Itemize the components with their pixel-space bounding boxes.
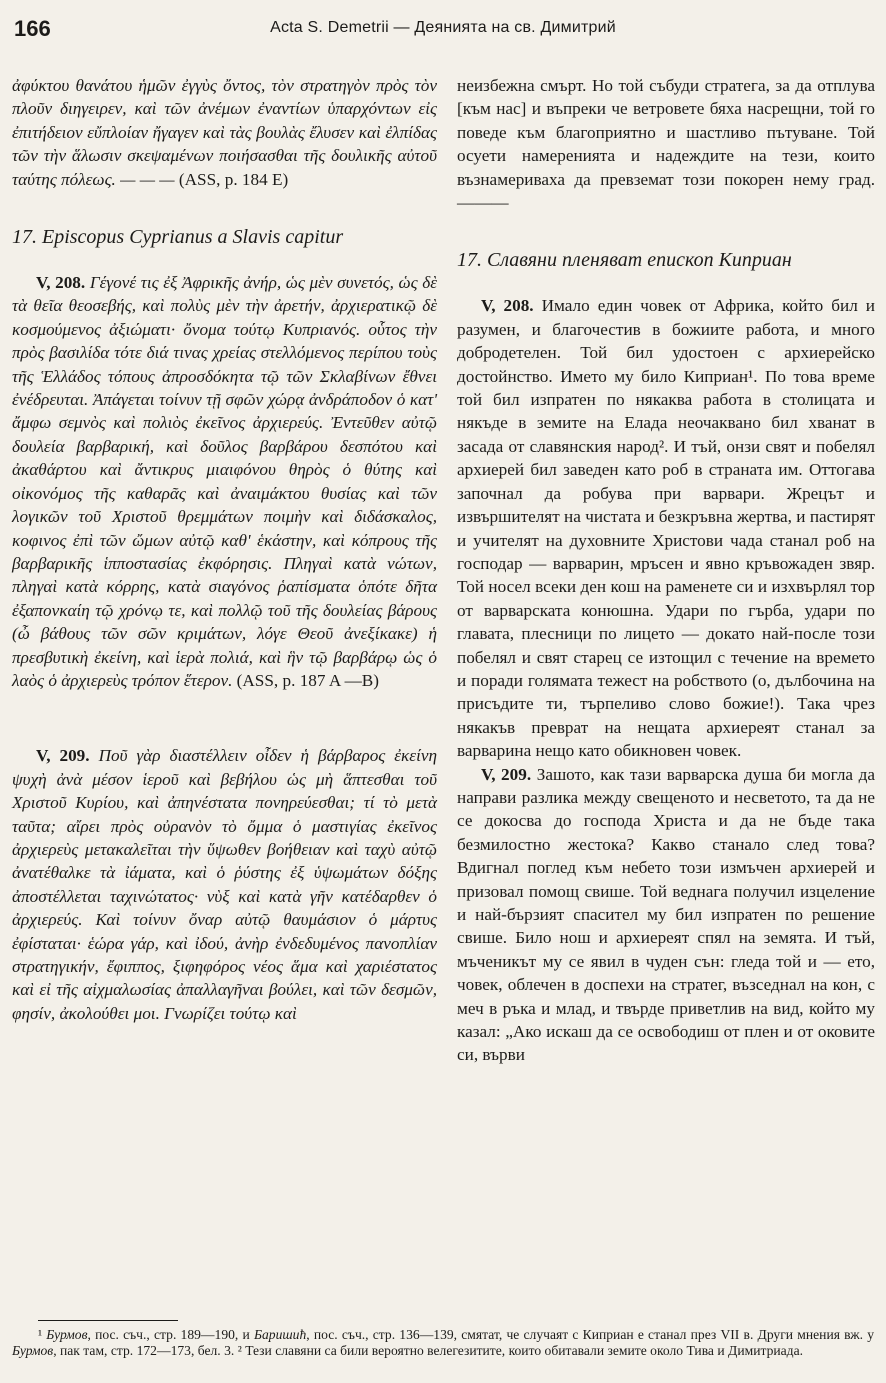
bulgarian-209-text: Зашото, как тази варварска душа би могла да направи разлика между свещеното и несветото, та да не се докосва до господа Христа и да не бъде така безмилостно жестока? Какво станало след това? Вдигнал поглед към небето този измъчен архиерей и призовал помощ свише. Той веднага получил изцеление и най-бързият спасител му бил изпратен по решение свише. Било нош и архиереят спял на земята. И тъй, мъченикът му се явил в чуден сън: гледа той и — ето, човек, облечен в доспехи на стратег, възседнал на кон, с меч в ръка и млад, и твърде приветлив на вид, който му казал: „Ако искаш да се освободиш от плен и от оковите си, върви [457, 764, 875, 1065]
section-number: V, 209. [481, 764, 532, 784]
section-number: V, 208. [36, 273, 86, 293]
bulgarian-quote: неизбежна смърт. Но той събуди стратега, за да отплува [към нас] и въпреки че ветровете бяха насрещни, той го поведе към благоприятно и шастливо пътуване. Той осуети намеренията и надеждите на тези, които възнамериваха да превземат този покорен нему град.——— [457, 76, 875, 213]
greek-paragraph-209 [12, 744, 437, 1025]
greek-quote-text: ἀφύκτου θανάτου ἡμῶν ἐγγὺς ὄντος, τὸν στρατηγὸν πρὸς τὸν πλοῦν διηγειρεν, καὶ τῶν ἀνέμων ἐναντίων ὑπαρχόντων εἰς ἐπιτήδειον εὔπλοίαν ἤγαγεν καὶ τὰς βουλὰς ἔλυσεν καὶ ἐλπίδας τῶν τὴν ἅλωσιν σκεψαμένων ποιήσασθαι τῆς δουλικῆς αὐτοῦ ταύτης πόλεως. — — — [12, 76, 437, 189]
greek-paragraph-208 [12, 271, 437, 692]
bulgarian-paragraph-208 [457, 294, 875, 762]
running-head: Acta S. Demetrii — Деянията на св. Димитрий [270, 19, 616, 36]
section-number: V, 208. [481, 296, 534, 316]
greek-quote [12, 74, 437, 191]
greek-208-ref: (ASS, p. 187 A —B) [236, 670, 379, 690]
greek-209-text: Ποῦ γὰρ διαστέλλειν οἶδεν ἡ βάρβαρος ἐκείνη ψυχὴ ἀνὰ μέσον ἱεροῦ καὶ βεβήλου ὡς μὴ ἅπτεσθαι τοῦ Χριστοῦ Κυρίου, καὶ ἀπηνέστατα πονηρεύεσθαι; τί τὸ μετὰ ταῦτα; αἴρει πρὸς οὐρανὸν τὸ ὄμμα ὁ μαστιγίας ἐκεῖνος ἀρχιερεὺς μετακαλεῖται τὴν ὕψωθεν βοήθειαν καὶ ταχὺ αὐτῷ ἀνατέθαλκε τὰ ἰάματα, καὶ ὁ ῥύστης ἐξ ὑψωμάτων δόξης ἀποστέλλεται ταχινώτατος· νὺξ καὶ κατὰ γῆν κατέδαρθεν ὁ ἀρχιερεύς. Καὶ τοίνυν ὄναρ αὐτῷ θαυμάσιον ὁ μάρτυς ἐφίσταται· ἑώρα γάρ, καὶ ἰδού, ἀνὴρ ἐνδεδυμένος πανοπλίαν στρατηγικήν, ἔφιππος, ξιφηφόρος νέος ἅμα καὶ χαριέστατος καὶ εἰ τῆς αἰχμαλωσίας ἀπαλλαγῆναι βούλει, καὶ τῶν δεσμῶν, φησίν, ἀκολούθει μοι. Γνωρίζει τούτῳ καὶ [12, 746, 437, 1023]
footnote-2: ² Тези славяни са били вероятно велегезитите, които обитавали земите около Тива и Димитриада. [237, 1343, 804, 1358]
greek-208-text: Γέγονέ τις ἐξ Ἀφρικῆς ἀνήρ, ὡς μὲν συνετός, ὡς δὲ τὰ θεῖα θεοσεβής, καὶ πολὺς μὲν τὴν ἀρετήν, ἀρχιερατικῷ δὲ κοσμούμενος ἀξιώματι· ὄνομα τούτῳ Κυπριανός. οὗτος τὴν πρὸς βασιλίδα τότε διά τινας χρείας στελλόμενος περίπου τοὺς τῆς Ἑλλάδος τόπους ἀπροσδόκητα τῷ τῶν Σκλαβίνων ἔθνει ἐνέδρευται. Ἀπάγεται τοίνυν τῇ σφῶν χώρᾳ ἀνδράποδον ὁ κατ' ἄμφω σεμνὸς καὶ πολιὸς ἐκεῖνος ἀρχιερεύς. Ἐντεῦθεν αὐτῷ δουλεία βαρβαρική, καὶ δοῦλος βαρβάρου δεσπότου καὶ ἀκαθάρτου καὶ ἄντικρυς μιαιφόνου θηρὸς ὁ θύτης καὶ οἰκονόμος τῆς καθαρᾶς καὶ ἀναιμάκτου θυσίας καὶ τῶν λογικῶν τοῦ Χριστοῦ θρεμμάτων ποιμὴν καὶ διδάσκαλος, κοφινος ἐπὶ τῶν ὤμων αὐτῷ καθ' ἑκάστην, καὶ κόπρους τῆς βαρβαρικῆς ἱπποστασίας ἐκφόρησις. Πληγαὶ κατὰ νώτων, πληγαὶ κατὰ κόρρης, κατὰ σιαγόνος ῥαπίσματα ὁπότε δῆτα ἐξαπονκαίη τῷ χρόνῳ τε, καὶ πολλῷ τοῦ τῆς δουλείας βάρους (ὦ βάθους τῶν σῶν κριμάτων, λόγε Θεοῦ ἀνεξίκακε) ἡ πρεσβυτικὴ ἐκείνη, καὶ ἱερὰ πολιά, καὶ ἣν τῷ βαρβάρῳ ὡς ὁ λαὸς ὁ ἀρχιερεὺς τρόπον ἕτερον. [12, 273, 437, 690]
bulgarian-paragraph-209 [457, 763, 875, 1067]
section-heading-latin: 17. Episcopus Cyprianus a Slavis capitur [12, 226, 344, 249]
bulgarian-208-text: Имало един човек от Африка, който бил и разумен, и благочестив в божиите работа, и много добродетелен. Той бил удостоен с архиерейско достойнство. Името му било Киприан¹. По това време той бил изпратен по някаква работа в столицата и някъде в земите на Елада неочаквано бил хванат в засада от славянския народ². И тъй, онзи свят и побелял архиерей бил заведен като роб в страната им. Оттогава започнал да робува при варвари. Жрецът и извършителят на чистата и безкръвна жертва, и пастирят и учителят на духовните Христови чада станал роб на господар — варварин, мръсен и явно кръвожаден звяр. Той носел всеки ден кош на раменете си и изхвърлял тор от варварската конюшна. Удари по гърба, удари по главата, плесници по лицето — докато най-после този побелял и свят старец се изтощил с течение на времето и поради голямата тежест на робството (о, дълбочина на присъдите ти, търпеливо слово божие!). Така чрез някакъв преврат на нещата архиереят станал за варварина нещо като обикновен човек. [457, 296, 876, 761]
page-number: 166 [14, 16, 51, 41]
left-column-greek [12, 74, 437, 1025]
footnotes [12, 1320, 874, 1359]
greek-quote-ref: (ASS, p. 184 E) [178, 169, 289, 189]
section-number: V, 209. [36, 746, 90, 766]
footnote-rule [38, 1320, 178, 1321]
page-header [14, 16, 872, 42]
section-heading-bulgarian: 17. Славяни пленяват епископ Киприан [457, 249, 792, 272]
footnote-1: ¹ Бурмов, пос. съч., стр. 189—190, и Баришић, пос. съч., стр. 136—139, смятат, че случаят с Киприан е станал през VII в. Други мнения вж. у Бурмов, пак там, стр. 172—173, бел. 3. ² Тези славяни са били вероятно велегезитите, които обитавали земите около Тива и Димитриада. [12, 1327, 874, 1358]
right-column-bulgarian [457, 74, 875, 1067]
